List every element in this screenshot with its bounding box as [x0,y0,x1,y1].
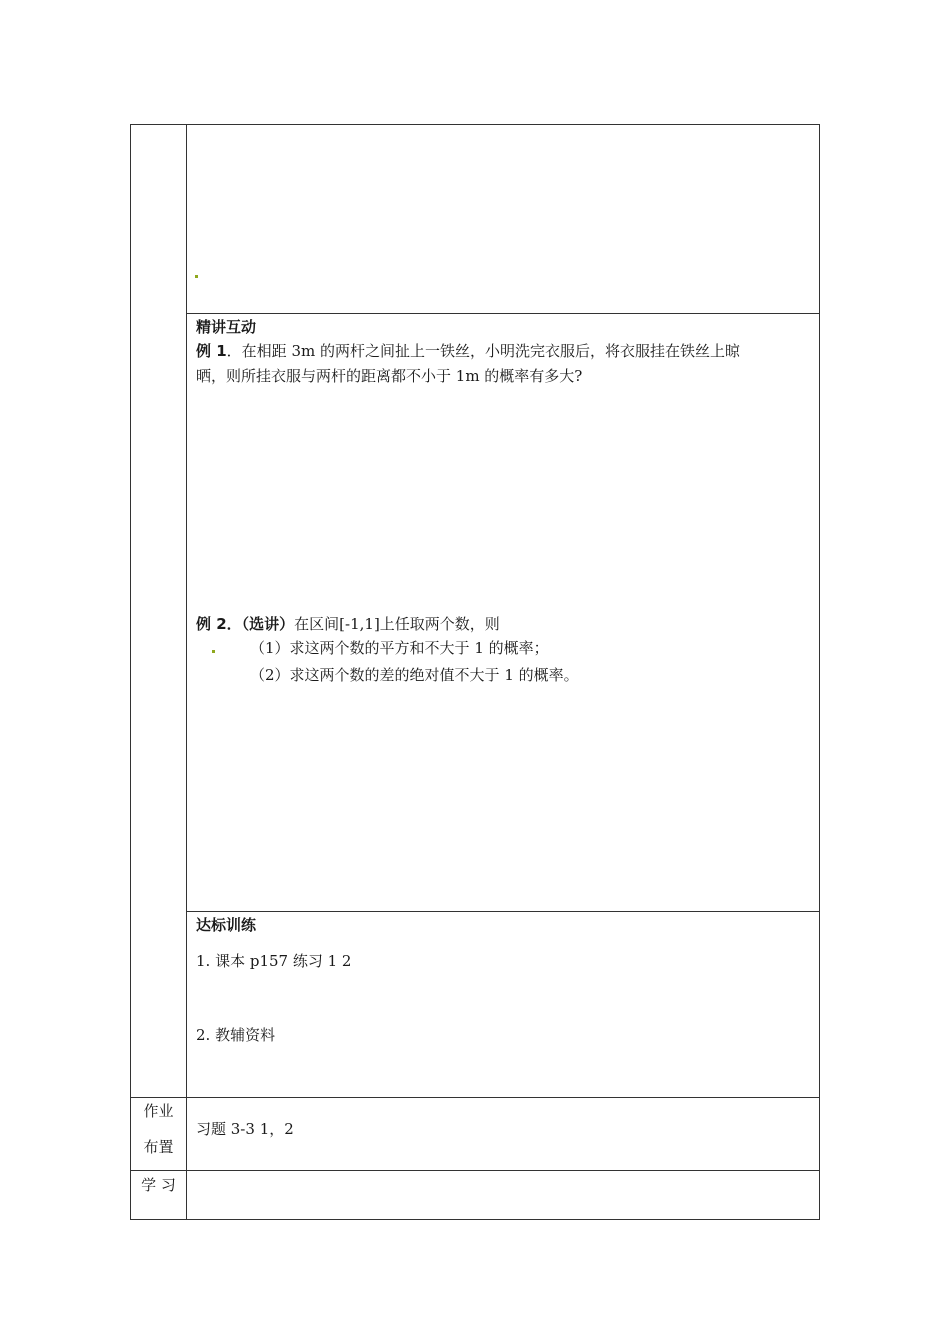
example2-label: 例 2．（选讲） [196,615,295,633]
lesson-table [130,124,820,1220]
row-divider [131,1170,819,1171]
homework-label-line2: 布置 [143,1138,174,1156]
homework-label-line1: 作业 [143,1102,174,1120]
reflection-label: 学 习 [141,1176,176,1194]
example2-part1: （1）求这两个数的平方和不大于 1 的概率； [250,639,549,657]
marker-dot [212,650,215,653]
example2-part2: （2）求这两个数的差的绝对值不大于 1 的概率。 [250,666,579,684]
interactive-heading: 精讲互动 [196,318,257,336]
example2-intro-line [196,617,500,632]
homework-content: 习题 3-3 1，2 [196,1120,294,1138]
example1-label: 例 1 [196,342,227,360]
example1-line1 [196,344,740,359]
training-item-1: 1. 课本 p157 练习 1 2 [196,952,352,970]
training-heading: 达标训练 [196,916,257,934]
column-divider [186,125,187,1219]
row-divider [186,911,819,912]
row-divider [131,1097,819,1098]
marker-dot [195,275,198,278]
training-item-2: 2. 教辅资料 [196,1026,276,1044]
example1-text-line1: ．在相距 3m 的两杆之间扯上一铁丝，小明洗完衣服后，将衣服挂在铁丝上晾 [226,342,740,360]
example1-line2: 晒，则所挂衣服与两杆的距离都不小于 1m 的概率有多大? [196,367,583,385]
example2-intro: 在区间[-1,1]上任取两个数，则 [294,615,500,633]
row-divider [186,313,819,314]
